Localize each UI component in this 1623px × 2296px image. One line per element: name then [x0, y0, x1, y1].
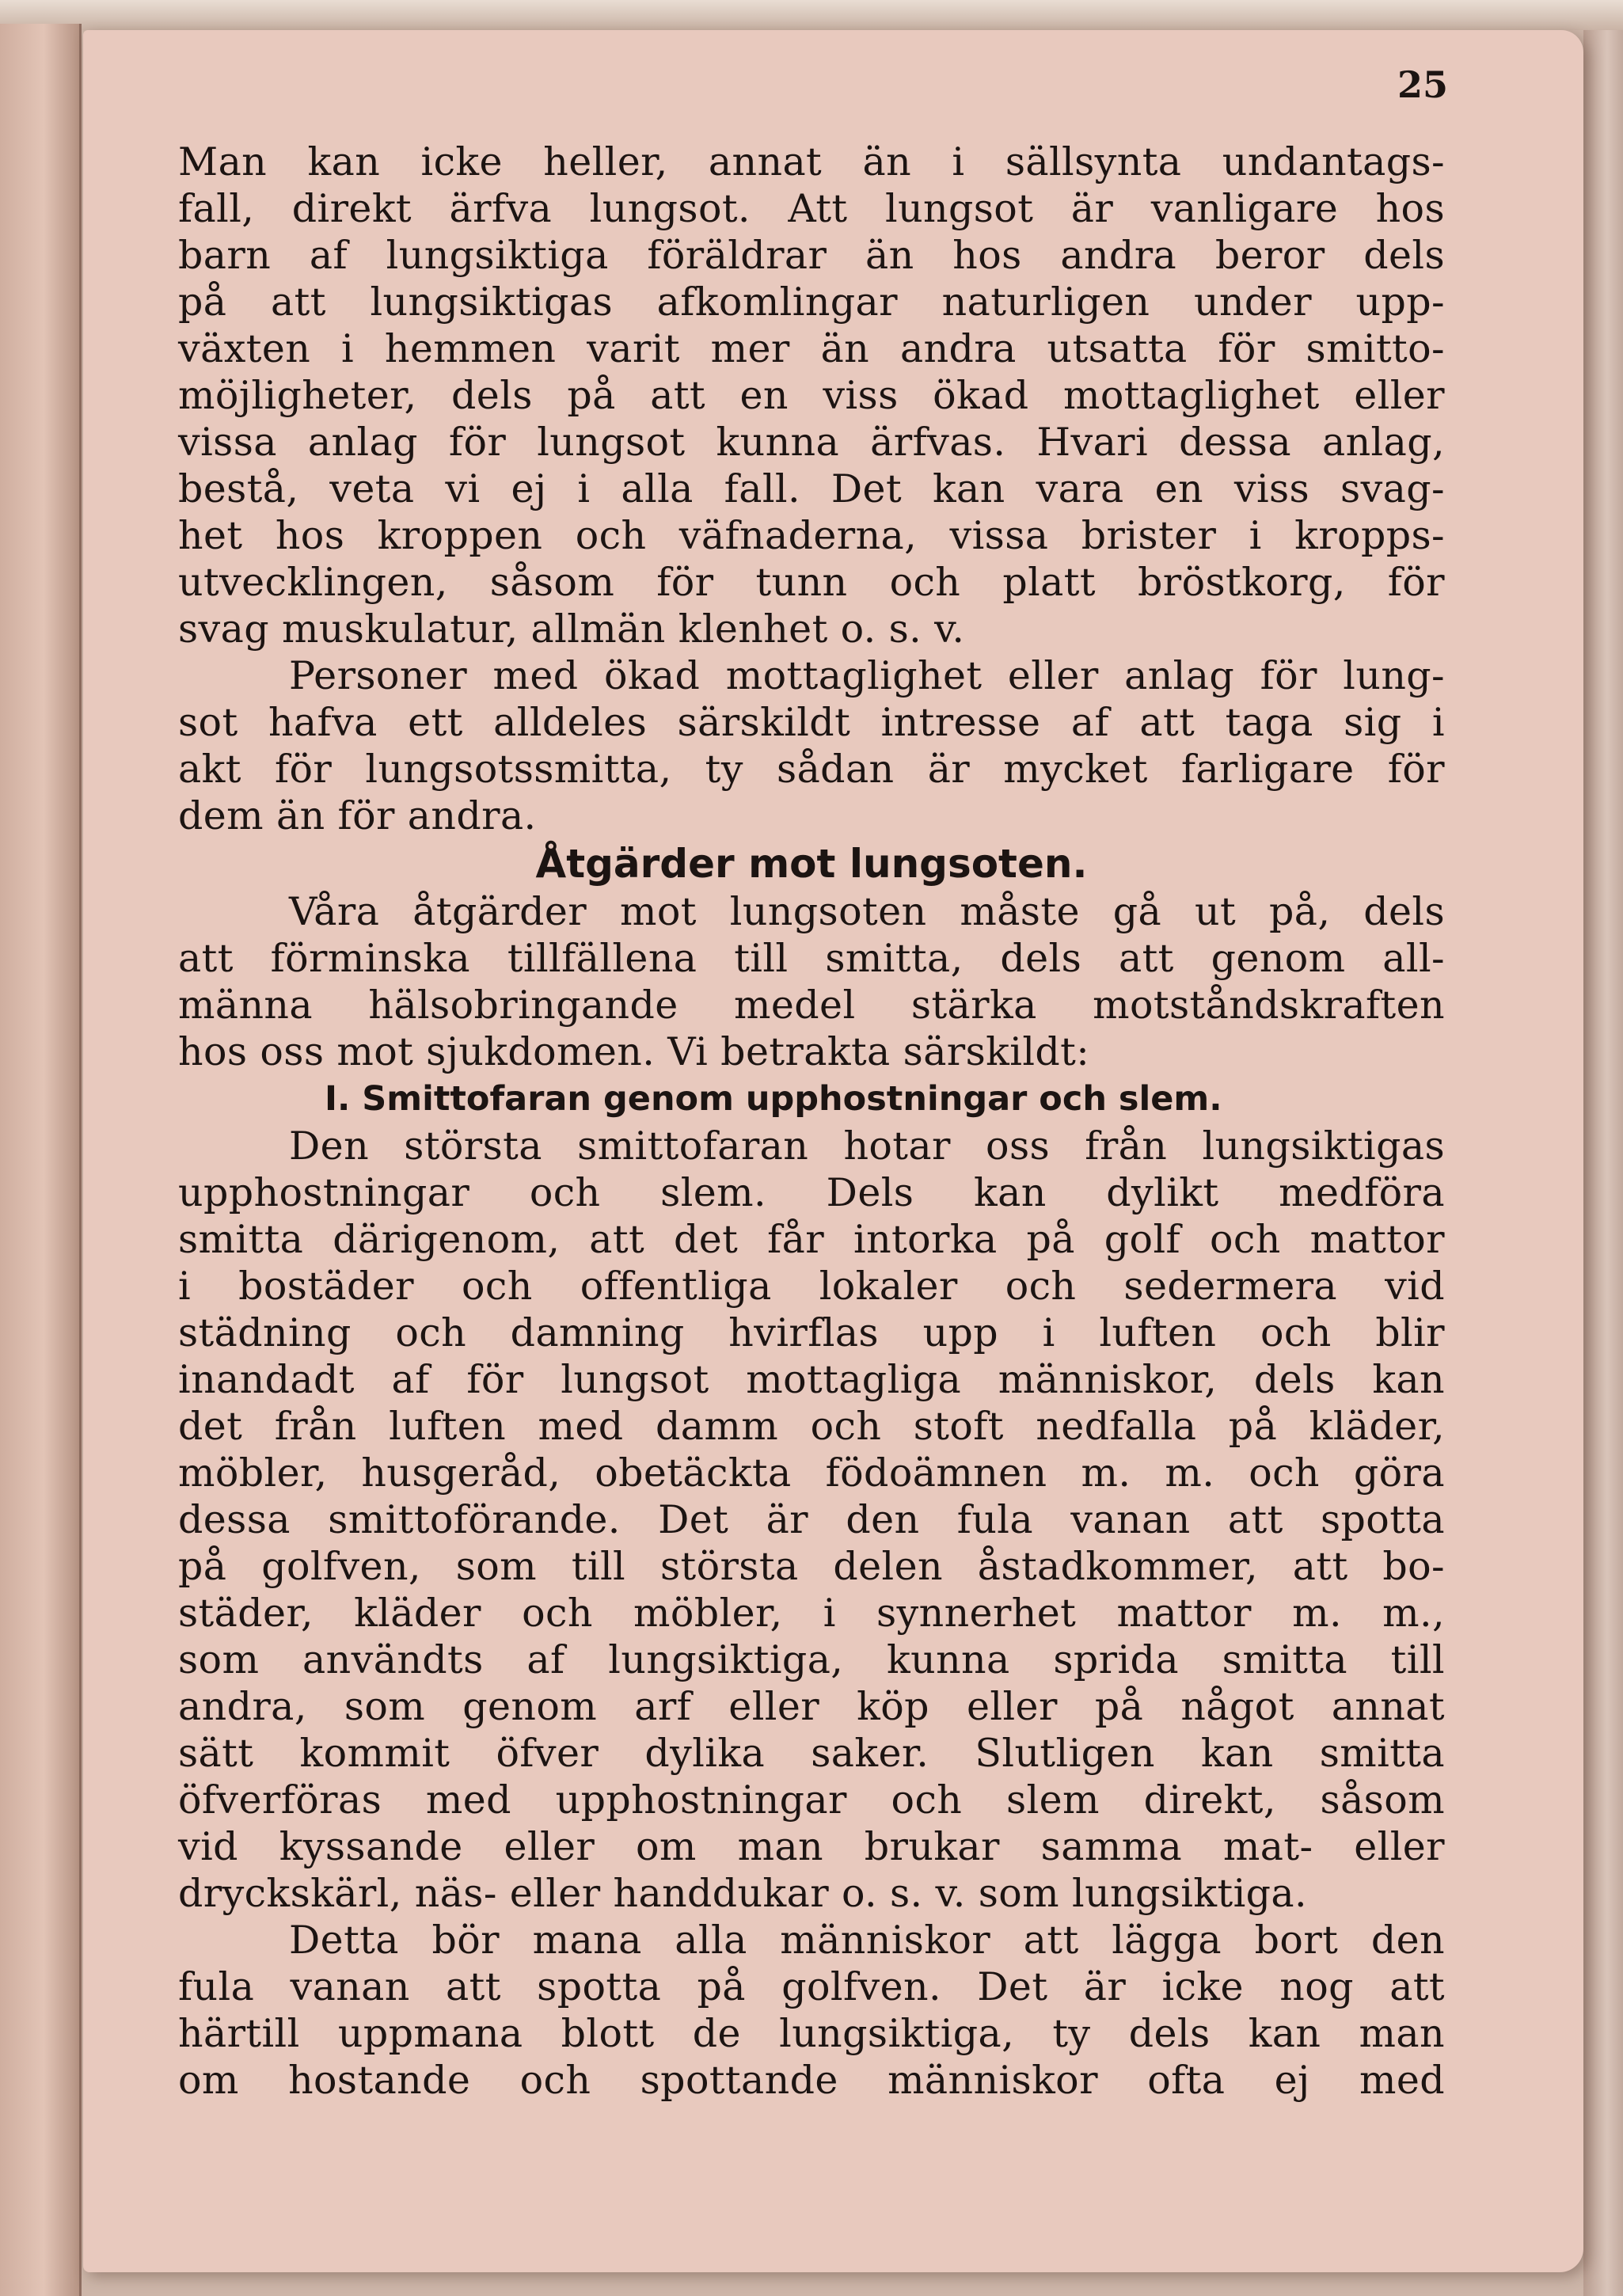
text-line: dessa smittoförande. Det är den fula vanan att spotta	[178, 1497, 1445, 1542]
text-line: om hostande och spottande människor ofta ej med	[178, 2058, 1445, 2103]
text-line: städer, kläder och möbler, i synnerhet mattor m. m.,	[178, 1591, 1445, 1636]
paragraph-1	[178, 139, 1445, 652]
text-line: växten i hemmen varit mer än andra utsatta för smitto-	[178, 326, 1445, 371]
text-line: vid kyssande eller om man brukar samma mat- eller	[178, 1824, 1445, 1869]
right-page-edge	[1583, 30, 1623, 2296]
page-text	[178, 139, 1445, 2104]
paragraph-3	[178, 888, 1445, 1075]
text-line: städning och damning hvirflas upp i luften och blir	[178, 1310, 1445, 1355]
text-line: bestå, veta vi ej i alla fall. Det kan vara en viss svag-	[178, 466, 1445, 511]
text-line: det från luften med damm och stoft nedfalla på kläder,	[178, 1404, 1445, 1449]
text-line: dryckskärl, näs- eller handdukar o. s. v. som lungsiktiga.	[178, 1871, 1307, 1916]
text-line: möbler, husgeråd, obetäckta födoämnen m. m. och göra	[178, 1450, 1445, 1496]
text-line: Våra åtgärder mot lungsoten måste gå ut på, dels	[289, 889, 1445, 934]
text-line: hos oss mot sjukdomen. Vi betrakta särskildt:	[178, 1029, 1090, 1074]
text-line: andra, som genom arf eller köp eller på något annat	[178, 1684, 1445, 1729]
page-number: 25	[1397, 63, 1449, 106]
text-line: sätt kommit öfver dylika saker. Slutligen kan smitta	[178, 1731, 1445, 1776]
text-line: akt för lungsotssmitta, ty sådan är mycket farligare för	[178, 747, 1445, 792]
paragraph-2	[178, 652, 1445, 839]
text-line: dem än för andra.	[178, 793, 537, 838]
left-page-edge	[0, 24, 82, 2296]
text-line: sot hafva ett alldeles särskildt intresse af att taga sig i	[178, 700, 1445, 745]
text-line: att förminska tillfällena till smitta, dels att genom all-	[178, 936, 1445, 981]
text-line: härtill uppmana blott de lungsiktiga, ty dels kan man	[178, 2011, 1445, 2056]
text-line: på golfven, som till största delen åstadkommer, att bo-	[178, 1544, 1445, 1589]
text-line: fall, direkt ärfva lungsot. Att lungsot är vanligare hos	[178, 186, 1445, 231]
text-line: som användts af lungsiktiga, kunna sprida smitta till	[178, 1637, 1445, 1682]
text-line: smitta därigenom, att det får intorka på golf och mattor	[178, 1217, 1445, 1262]
text-line: vissa anlag för lungsot kunna ärfvas. Hvari dessa anlag,	[178, 420, 1445, 465]
text-line: Detta bör mana alla människor att lägga bort den	[289, 1918, 1445, 1963]
text-line: inandadt af för lungsot mottagliga människor, dels kan	[178, 1357, 1445, 1402]
text-line: i bostäder och offentliga lokaler och sedermera vid	[178, 1264, 1445, 1309]
paragraph-4	[178, 1123, 1445, 1917]
section-heading: Åtgärder mot lungsoten.	[535, 841, 1088, 887]
text-line: på att lungsiktigas afkomlingar naturligen under upp-	[178, 279, 1445, 325]
text-line: upphostningar och slem. Dels kan dylikt medföra	[178, 1170, 1445, 1215]
text-line: utvecklingen, såsom för tunn och platt bröstkorg, för	[178, 560, 1445, 605]
text-line: fula vanan att spotta på golfven. Det är icke nog att	[178, 1964, 1445, 2009]
text-line: Man kan icke heller, annat än i sällsynta undantags-	[178, 139, 1445, 184]
text-line: Den största smittofaran hotar oss från lungsiktigas	[289, 1123, 1445, 1169]
text-line: möjligheter, dels på att en viss ökad mottaglighet eller	[178, 373, 1445, 418]
text-line: öfverföras med upphostningar och slem direkt, såsom	[178, 1777, 1445, 1823]
subsection-heading: I. Smittofaran genom upphostningar och slem.	[325, 1079, 1222, 1119]
paragraph-5	[178, 1917, 1445, 2104]
text-line: barn af lungsiktiga föräldrar än hos andra beror dels	[178, 233, 1445, 278]
top-page-strip	[0, 0, 1623, 30]
text-line: het hos kroppen och väfnaderna, vissa brister i kropps-	[178, 513, 1445, 558]
text-line: svag muskulatur, allmän klenhet o. s. v.	[178, 606, 965, 652]
text-line: männa hälsobringande medel stärka motståndskraften	[178, 983, 1445, 1028]
text-line: Personer med ökad mottaglighet eller anlag för lung-	[289, 653, 1445, 698]
